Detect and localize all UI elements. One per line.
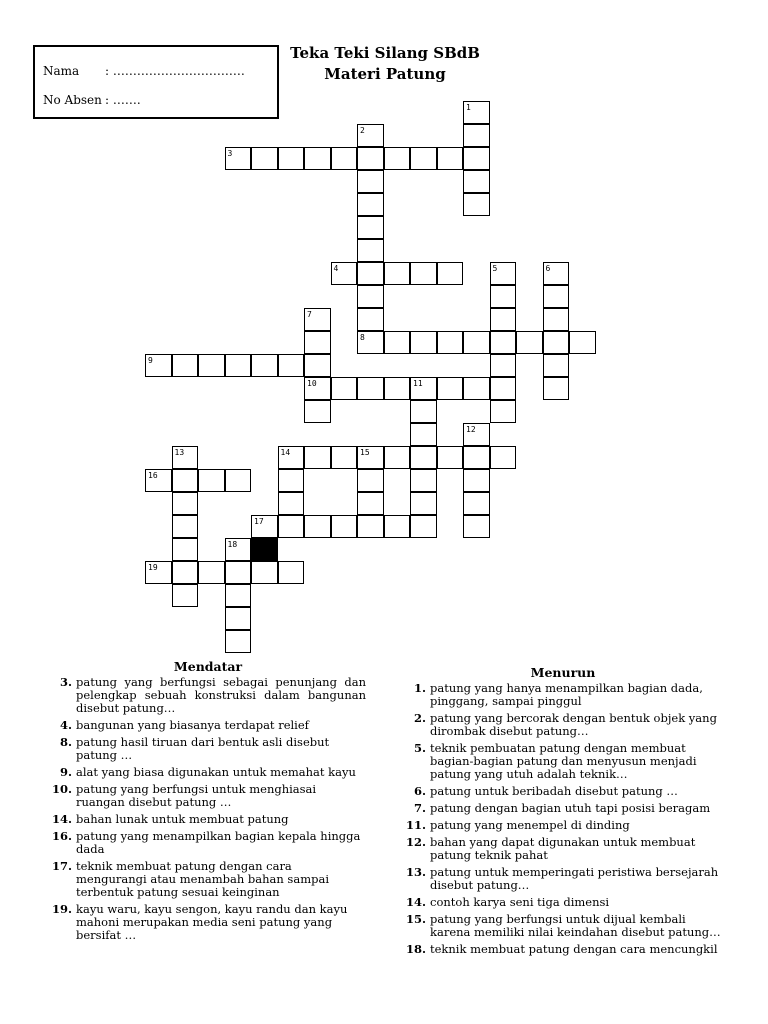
crossword-cell[interactable] <box>463 124 490 147</box>
crossword-cell[interactable] <box>278 354 305 377</box>
crossword-cell[interactable] <box>463 193 490 216</box>
crossword-cell[interactable] <box>410 469 437 492</box>
crossword-cell[interactable] <box>437 147 464 170</box>
clue-number-14: 14 <box>280 448 291 457</box>
crossword-cell[interactable] <box>543 308 570 331</box>
name-field[interactable]: : …………………………… <box>105 64 245 78</box>
clue-across-9: 9. alat yang biasa digunakan untuk memahat kayu <box>59 765 356 779</box>
clue-number-10: 10 <box>307 379 317 388</box>
crossword-cell[interactable] <box>172 515 199 538</box>
crossword-cell[interactable] <box>198 469 225 492</box>
clue-number-9: 9 <box>148 356 153 365</box>
clue-number-2: 2 <box>360 126 365 135</box>
crossword-cell[interactable] <box>463 446 490 469</box>
crossword-cell[interactable] <box>463 469 490 492</box>
crossword-cell[interactable] <box>437 262 464 285</box>
crossword-cell[interactable] <box>225 354 252 377</box>
menurun-heading: Menurun <box>530 665 596 680</box>
clue-number-19: 19 <box>148 563 158 572</box>
crossword-cell[interactable] <box>490 400 517 423</box>
clue-across-4: 4. bangunan yang biasanya terdapat relief <box>59 718 309 732</box>
name-label: Nama <box>43 64 80 78</box>
crossword-cell[interactable] <box>463 147 490 170</box>
crossword-cell[interactable] <box>225 607 252 630</box>
crossword-cell[interactable] <box>516 331 543 354</box>
crossword-cell[interactable] <box>437 377 464 400</box>
clue-down-12: 12. bahan yang dapat digunakan untuk membuat patung teknik pahat <box>405 835 696 862</box>
clue-number-11: 11 <box>413 379 423 388</box>
crossword-cell[interactable] <box>225 630 252 653</box>
crossword-cell[interactable] <box>331 377 358 400</box>
clue-number-6: 6 <box>545 264 551 273</box>
clue-down-6: 6. patung untuk beribadah disebut patung … <box>413 784 678 798</box>
crossword-cell[interactable] <box>304 515 331 538</box>
crossword-cell[interactable] <box>172 354 199 377</box>
crossword-cell[interactable] <box>172 584 199 607</box>
crossword-cell[interactable] <box>463 331 490 354</box>
crossword-cell[interactable] <box>278 515 305 538</box>
crossword-cell[interactable] <box>357 262 384 285</box>
crossword-cell[interactable] <box>410 400 437 423</box>
crossword-cell[interactable] <box>463 377 490 400</box>
clue-across-14: 14. bahan lunak untuk membuat patung <box>51 812 289 826</box>
crossword-cell[interactable] <box>384 377 411 400</box>
crossword-cell[interactable] <box>304 147 331 170</box>
crossword-cell[interactable] <box>569 331 596 354</box>
crossword-cell[interactable] <box>490 308 517 331</box>
crossword-cell[interactable] <box>331 147 358 170</box>
clue-number-15: 15 <box>360 448 370 457</box>
clue-down-1: 1. patung yang hanya menampilkan bagian dada, pinggang, sampai pinggul <box>413 681 703 708</box>
crossword-cell[interactable] <box>304 400 331 423</box>
crossword-cell[interactable] <box>384 446 411 469</box>
worksheet-subtitle: Materi Patung <box>324 65 446 83</box>
crossword-cell[interactable] <box>437 446 464 469</box>
crossword-cell[interactable] <box>304 354 331 377</box>
clue-down-18: 18. teknik membuat patung dengan cara mencungkil <box>405 942 718 956</box>
crossword-cell[interactable] <box>490 285 517 308</box>
crossword-cell[interactable] <box>278 561 305 584</box>
crossword-cell[interactable] <box>198 561 225 584</box>
clue-number-16: 16 <box>148 471 158 480</box>
crossword-cell[interactable] <box>251 561 278 584</box>
crossword-cell[interactable] <box>331 515 358 538</box>
crossword-cell[interactable] <box>225 469 252 492</box>
absen-label: No Absen <box>43 93 102 107</box>
clue-down-7: 7. patung dengan bagian utuh tapi posisi beragam <box>413 801 711 815</box>
clue-down-13: 13. patung untuk memperingati peristiwa bersejarah disebut patung… <box>405 865 719 892</box>
crossword-cell[interactable] <box>543 331 570 354</box>
crossword-cell[interactable] <box>410 147 437 170</box>
clue-number-4: 4 <box>333 264 339 273</box>
crossword-cell[interactable] <box>172 469 199 492</box>
crossword-cell[interactable] <box>357 147 384 170</box>
crossword-cell[interactable] <box>463 492 490 515</box>
crossword-cell[interactable] <box>278 492 305 515</box>
crossword-cell[interactable] <box>410 331 437 354</box>
clue-across-8: 8. patung hasil tiruan dari bentuk asli disebut patung … <box>59 735 330 762</box>
crossword-cell[interactable] <box>357 515 384 538</box>
clue-number-1: 1 <box>466 103 471 112</box>
crossword-cell[interactable] <box>463 170 490 193</box>
crossword-cell[interactable] <box>278 147 305 170</box>
crossword-cell[interactable] <box>410 492 437 515</box>
crossword-cell[interactable] <box>410 423 437 446</box>
clue-down-2: 2. patung yang bercorak dengan bentuk objek yang dirombak disebut patung… <box>413 711 717 738</box>
crossword-cell[interactable] <box>225 584 252 607</box>
clue-across-10: 10. patung yang berfungsi untuk menghiasai ruangan disebut patung … <box>51 782 317 809</box>
crossword-cell[interactable] <box>357 170 384 193</box>
mendatar-clue-list <box>50 660 366 942</box>
worksheet-title: Teka Teki Silang SBdB <box>290 44 480 62</box>
crossword-cell[interactable] <box>198 354 225 377</box>
crossword-cell[interactable] <box>543 377 570 400</box>
blocked-cell <box>251 538 278 561</box>
clue-down-11: 11. patung yang menempel di dinding <box>405 818 630 832</box>
crossword-cell[interactable] <box>543 354 570 377</box>
clue-down-14: 14. contoh karya seni tiga dimensi <box>405 895 610 909</box>
crossword-cell[interactable] <box>490 446 517 469</box>
crossword-cell[interactable] <box>357 492 384 515</box>
clue-across-16: 16. patung yang menampilkan bagian kepala hingga dada <box>51 829 361 856</box>
crossword-cell[interactable] <box>384 331 411 354</box>
clue-number-8: 8 <box>360 333 365 342</box>
crossword-cell[interactable] <box>357 308 384 331</box>
crossword-cell[interactable] <box>410 515 437 538</box>
clue-number-13: 13 <box>174 448 185 457</box>
crossword-cell[interactable] <box>251 354 278 377</box>
clue-number-5: 5 <box>492 264 498 273</box>
crossword-cell[interactable] <box>172 561 199 584</box>
crossword-cell[interactable] <box>304 446 331 469</box>
crossword-cell[interactable] <box>357 216 384 239</box>
crossword-cell[interactable] <box>490 331 517 354</box>
crossword-cell[interactable] <box>357 239 384 262</box>
crossword-cell[interactable] <box>251 147 278 170</box>
clue-number-3: 3 <box>227 149 233 158</box>
crossword-cell[interactable] <box>543 285 570 308</box>
crossword-cell[interactable] <box>357 469 384 492</box>
crossword-cell[interactable] <box>490 354 517 377</box>
clue-across-3: 3. patung yang berfungsi sebagai penunjang dan pelengkap sebuah konstruksi dalam bangunan disebut patung… <box>59 675 366 715</box>
crossword-cell[interactable] <box>357 285 384 308</box>
crossword-cell[interactable] <box>384 147 411 170</box>
crossword-cell[interactable] <box>331 446 358 469</box>
clue-number-18: 18 <box>227 540 238 549</box>
crossword-cell[interactable] <box>437 331 464 354</box>
crossword-cell[interactable] <box>357 193 384 216</box>
crossword-cell[interactable] <box>490 377 517 400</box>
crossword-cell[interactable] <box>384 515 411 538</box>
crossword-cell[interactable] <box>172 492 199 515</box>
clue-number-7: 7 <box>307 310 312 319</box>
clue-down-5: 5. teknik pembuatan patung dengan membuat bagian-bagian patung dan menyusun menjadi patung yang utuh adalah teknik… <box>413 741 697 781</box>
mendatar-heading: Mendatar <box>173 659 243 674</box>
absen-field[interactable]: : ……. <box>105 93 141 107</box>
crossword-cell[interactable] <box>463 515 490 538</box>
crossword-cell[interactable] <box>384 262 411 285</box>
crossword-cell[interactable] <box>278 469 305 492</box>
menurun-clue-list <box>404 666 722 956</box>
crossword-cell[interactable] <box>357 377 384 400</box>
clue-number-17: 17 <box>254 517 264 526</box>
clue-across-17: 17. teknik membuat patung dengan cara mengurangi atau menambah bahan sampai terbentuk patung sesuai keinginan <box>51 859 329 899</box>
crossword-cell[interactable] <box>410 262 437 285</box>
crossword-cell[interactable] <box>225 561 252 584</box>
crossword-cell[interactable] <box>410 446 437 469</box>
clue-number-12: 12 <box>466 425 476 434</box>
clue-across-19: 19. kayu waru, kayu sengon, kayu randu dan kayu mahoni merupakan media seni patung yang bersifat … <box>51 902 348 942</box>
crossword-cell[interactable] <box>304 331 331 354</box>
clue-down-15: 15. patung yang berfungsi untuk dijual kembali karena memiliki nilai keindahan disebut patung… <box>405 912 721 939</box>
crossword-cell[interactable] <box>172 538 199 561</box>
